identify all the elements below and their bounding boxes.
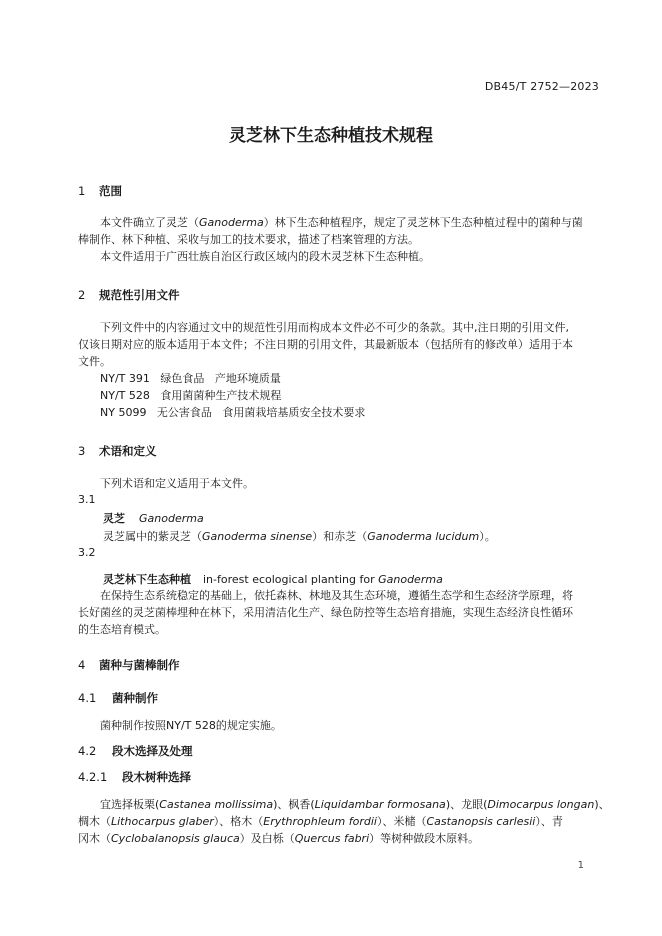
term-3-2-definition-line-1: 在保持生态系统稳定的基础上，依托森林、林地及其生态环境，遵循生态学和生态经济学原理，将 xyxy=(100,589,573,602)
term-3-1-definition xyxy=(103,528,496,544)
scope-paragraph-1-cont: 棒制作、林下种植、采收与加工的技术要求，描述了档案管理的方法。 xyxy=(78,233,419,246)
page-number: 1 xyxy=(577,860,584,871)
section-2-heading xyxy=(78,287,180,303)
text-run: ）等树种做段木原料。 xyxy=(369,832,480,845)
text-run: ）、米槠（ xyxy=(376,815,427,828)
text-run: ）、格木（ xyxy=(213,815,264,828)
section-number: 1 xyxy=(78,184,86,198)
section-title: 术语和定义 xyxy=(99,444,157,458)
text-run: )、枫香( xyxy=(273,798,315,811)
term-english-latin: Ganoderma xyxy=(378,573,443,586)
text-run: )、 xyxy=(594,798,610,811)
section-title: 段木选择及处理 xyxy=(112,744,193,758)
section-number: 4.1 xyxy=(78,691,97,705)
normative-ref-2: NY/T 528 食用菌菌种生产技术规程 xyxy=(100,389,282,402)
text-run: 冈木（ xyxy=(78,832,111,845)
scope-paragraph-2: 本文件适用于广西壮族自治区行政区域内的段木灵芝林下生态种植。 xyxy=(100,250,430,263)
text-run: 本文件确立了灵芝（ xyxy=(100,216,199,229)
normative-intro-line-3: 文件。 xyxy=(78,355,111,368)
species-line-3 xyxy=(78,830,598,847)
scope-paragraph-1 xyxy=(78,214,598,231)
normative-ref-3: NY 5099 无公害食品 食用菌栽培基质安全技术要求 xyxy=(100,406,366,419)
document-code: DB45/T 2752—2023 xyxy=(484,80,599,93)
section-3-heading xyxy=(78,443,157,459)
text-run: ）及白栎（ xyxy=(239,832,295,845)
latin-name: Erythrophleum fordii xyxy=(263,815,377,828)
section-title: 菌种制作 xyxy=(112,691,159,705)
term-name: 灵芝 xyxy=(103,512,125,525)
section-4-2-heading xyxy=(78,743,193,759)
term-3-2-definition-line-3: 的生态培育模式。 xyxy=(78,623,166,636)
section-title: 段木树种选择 xyxy=(122,770,192,784)
text-run: ）和赤芝（ xyxy=(312,530,368,543)
section-4-heading xyxy=(78,657,180,673)
species-line-1 xyxy=(78,796,610,813)
section-title: 规范性引用文件 xyxy=(99,288,180,302)
term-latin: Ganoderma xyxy=(139,512,204,525)
section-1-heading xyxy=(78,183,122,199)
term-3-2-entry xyxy=(103,571,443,587)
section-number: 4.2 xyxy=(78,744,97,758)
normative-intro-line-1: 下列文件中的内容通过文中的规范性引用而构成本文件必不可少的条款。其中,注日期的引用文件, xyxy=(100,321,569,334)
term-english: in-forest ecological planting for xyxy=(203,573,375,586)
latin-name: Castanopsis carlesii xyxy=(426,815,536,828)
term-3-2-definition-line-2: 长好菌丝的灵芝菌棒埋种在林下，采用清洁化生产、绿色防控等生态培育措施，实现生态经济良性循环 xyxy=(78,606,573,619)
text-run: ）林下生态种植程序，规定了灵芝林下生态种植过程中的菌种与菌 xyxy=(263,216,583,229)
section-4-2-1-heading xyxy=(78,769,191,785)
section-4-1-heading xyxy=(78,690,158,706)
text-run: 宜选择板栗( xyxy=(100,798,160,811)
latin-name: Quercus fabri xyxy=(294,832,370,845)
normative-intro-line-2: 仅该日期对应的版本适用于本文件；不注日期的引用文件，其最新版本（包括所有的修改单）适用于本 xyxy=(78,338,573,351)
text-run: 椆木（ xyxy=(78,815,111,828)
term-name: 灵芝林下生态种植 xyxy=(103,573,191,586)
section-title: 范围 xyxy=(99,184,123,198)
latin-name: Ganoderma sinense xyxy=(202,530,313,543)
section-number: 4.2.1 xyxy=(78,770,108,784)
species-line-2 xyxy=(78,813,598,830)
section-number: 3 xyxy=(78,444,86,458)
document-title: 灵芝林下生态种植技术规程 xyxy=(229,126,433,146)
latin-name: Lithocarpus glaber xyxy=(111,815,214,828)
latin-name: Dimocarpus longan xyxy=(487,798,595,811)
strain-paragraph: 菌种制作按照NY/T 528的规定实施。 xyxy=(100,719,282,732)
text-run: ）。 xyxy=(479,530,496,543)
text-run: 灵芝属中的紫灵芝（ xyxy=(103,530,202,543)
section-number: 2 xyxy=(78,288,86,302)
text-run: ）、青 xyxy=(535,815,563,828)
term-3-1-number: 3.1 xyxy=(78,493,96,506)
latin-name: Ganoderma lucidum xyxy=(367,530,480,543)
latin-name: Castanea mollissima xyxy=(159,798,274,811)
terms-intro: 下列术语和定义适用于本文件。 xyxy=(100,477,254,490)
latin-name: Cyclobalanopsis glauca xyxy=(111,832,240,845)
term-3-2-number: 3.2 xyxy=(78,546,96,559)
text-run: )、龙眼( xyxy=(445,798,488,811)
latin-name: Ganoderma xyxy=(199,216,264,229)
latin-name: Liquidambar formosana xyxy=(314,798,446,811)
term-3-1-entry xyxy=(103,510,204,526)
section-number: 4 xyxy=(78,658,86,672)
section-title: 菌种与菌棒制作 xyxy=(99,658,180,672)
normative-ref-1: NY/T 391 绿色食品 产地环境质量 xyxy=(100,372,281,385)
